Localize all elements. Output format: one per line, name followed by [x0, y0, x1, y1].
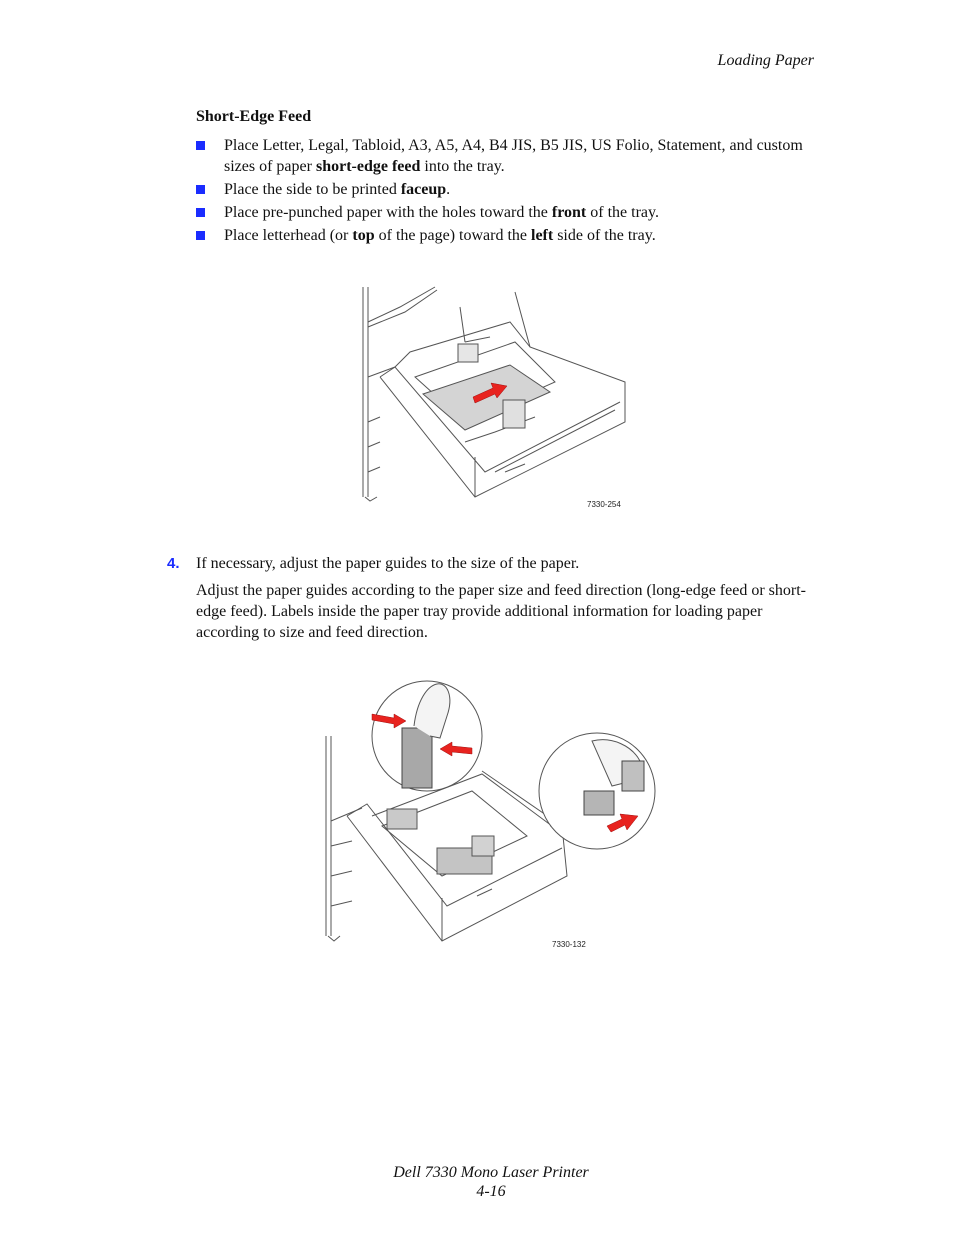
- bullet-square-icon: [196, 141, 205, 150]
- step-number: 4.: [167, 555, 180, 572]
- tray-guides-drawing: [322, 676, 658, 952]
- list-item: Place Letter, Legal, Tabloid, A3, A5, A4, B4 JIS, B5 JIS, US Folio, Statement, and custom sizes of paper short-edge feed into the tray.: [196, 135, 826, 177]
- footer-title: Dell 7330 Mono Laser Printer: [393, 1164, 589, 1181]
- running-header: Loading Paper: [717, 52, 814, 69]
- bullet-square-icon: [196, 208, 205, 217]
- tray-short-edge-drawing: [355, 282, 635, 507]
- page-footer: [0, 1163, 954, 1201]
- figure-caption: 7330-254: [587, 500, 621, 509]
- bullet-square-icon: [196, 185, 205, 194]
- tray-illustration-guides: [322, 676, 658, 952]
- bullet-list: [196, 135, 826, 248]
- list-item: Place letterhead (or top of the page) toward the left side of the tray.: [196, 225, 826, 246]
- step-text: If necessary, adjust the paper guides to the size of the paper.: [196, 555, 580, 572]
- tray-illustration-short-edge: [355, 282, 635, 507]
- page-number: 4-16: [476, 1183, 506, 1200]
- step-paragraph: Adjust the paper guides according to the paper size and feed direction (long-edge feed or short-edge feed). Labels inside the paper tray provide additional information for loading paper according to size and feed direction.: [196, 582, 806, 641]
- list-item: Place pre-punched paper with the holes toward the front of the tray.: [196, 202, 826, 223]
- bullet-square-icon: [196, 231, 205, 240]
- section-title: Short-Edge Feed: [196, 108, 312, 125]
- figure-caption: 7330-132: [552, 940, 586, 949]
- list-item: Place the side to be printed faceup.: [196, 179, 826, 200]
